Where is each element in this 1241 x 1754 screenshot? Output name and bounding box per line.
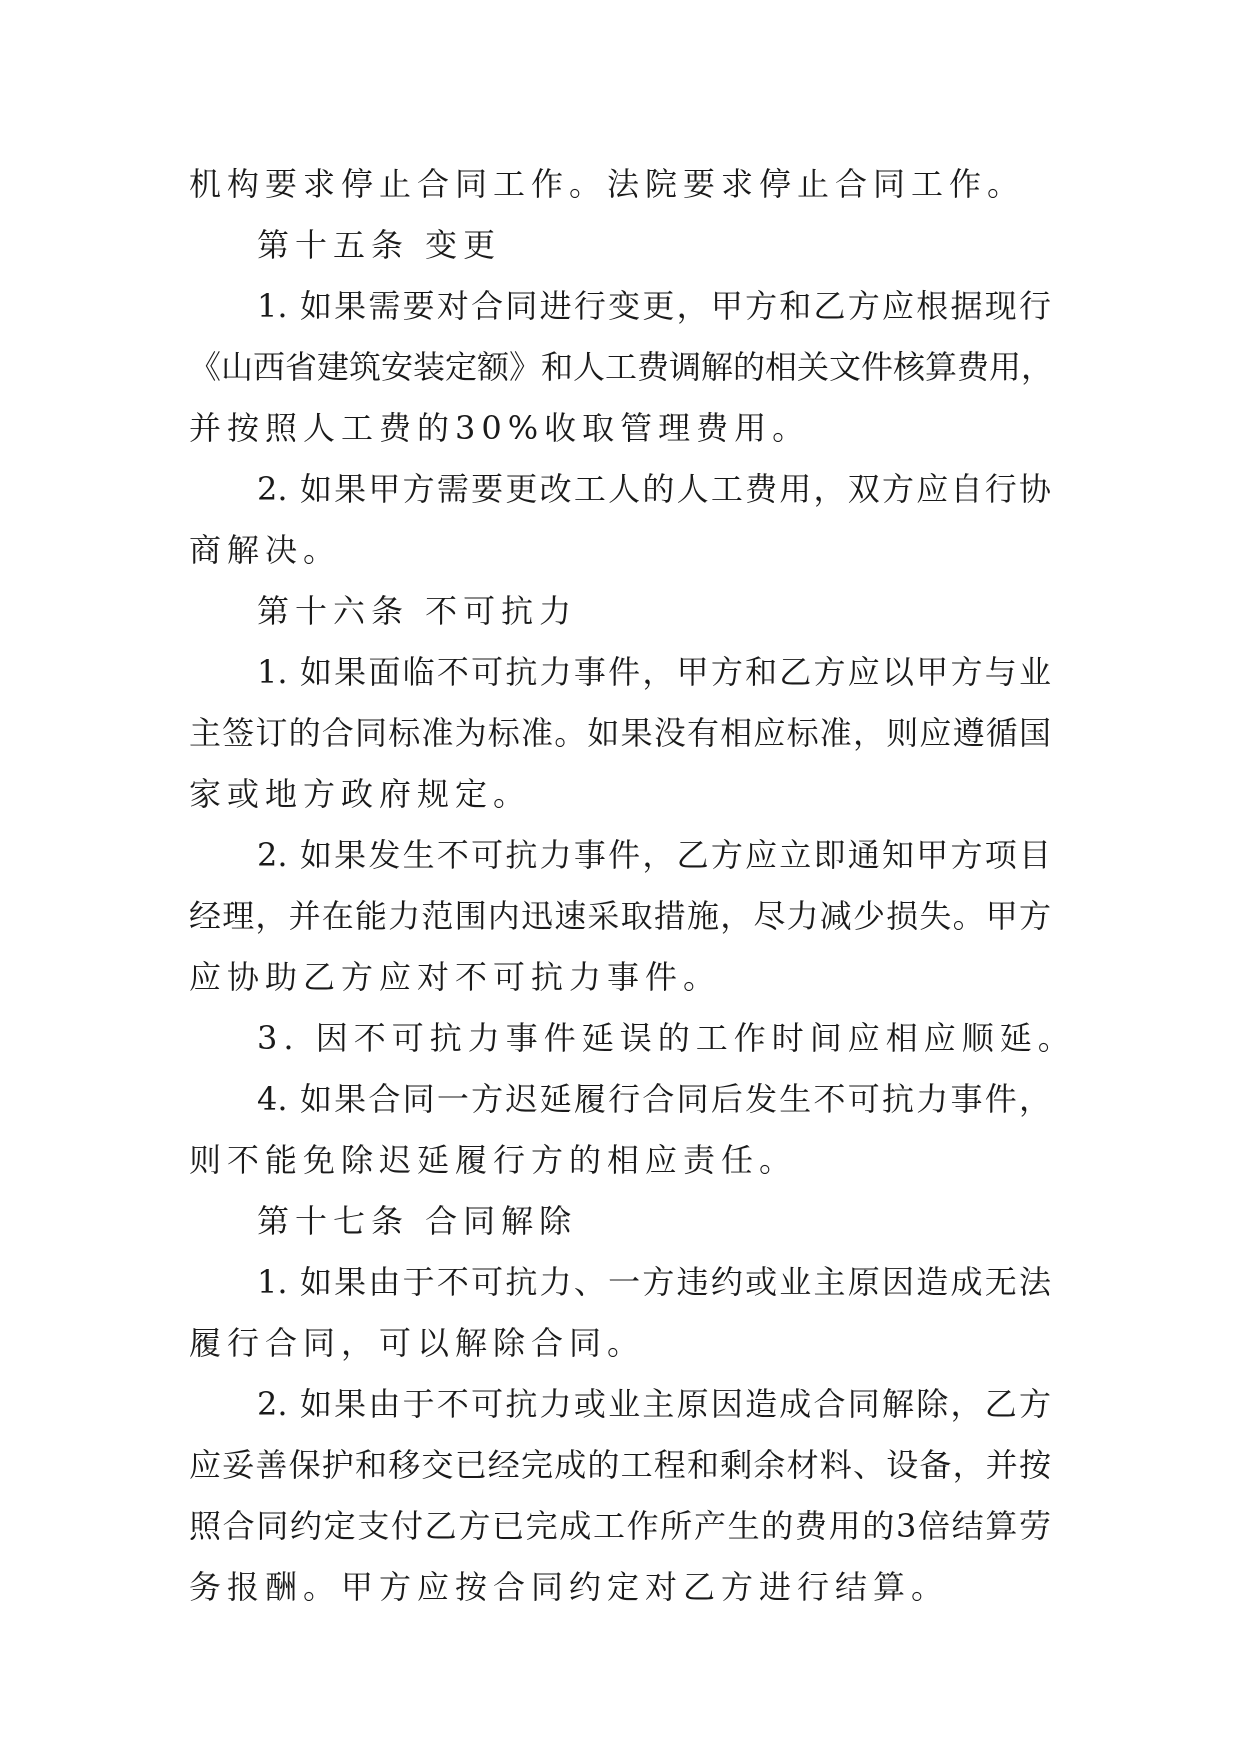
paragraph-line: 务报酬。甲方应按合同约定对乙方进行结算。 bbox=[189, 1568, 950, 1606]
paragraph-line: 1. 如果需要对合同进行变更，甲方和乙方应根据现行 bbox=[257, 287, 1051, 325]
article-heading: 第十五条 变更 bbox=[257, 226, 502, 264]
paragraph-line: 应协助乙方应对不可抗力事件。 bbox=[189, 958, 722, 996]
paragraph-line: 家或地方政府规定。 bbox=[189, 775, 532, 813]
paragraph-line: 1. 如果由于不可抗力、一方违约或业主原因造成无法 bbox=[257, 1263, 1051, 1301]
paragraph-line: 并按照人工费的30%收取管理费用。 bbox=[189, 409, 811, 447]
paragraph-line: 3. 因不可抗力事件延误的工作时间应相应顺延。 bbox=[257, 1019, 1076, 1057]
paragraph-line: 经理，并在能力范围内迅速采取措施，尽力减少损失。甲方 bbox=[189, 897, 1051, 935]
paragraph-line: 2. 如果由于不可抗力或业主原因造成合同解除，乙方 bbox=[257, 1385, 1051, 1423]
paragraph-line: 机构要求停止合同工作。法院要求停止合同工作。 bbox=[189, 165, 1026, 203]
paragraph-line: 《山西省建筑安装定额》和人工费调解的相关文件核算费用， bbox=[189, 348, 1054, 386]
paragraph-line: 履行合同，可以解除合同。 bbox=[189, 1324, 646, 1362]
article-heading: 第十六条 不可抗力 bbox=[257, 592, 578, 630]
paragraph-line: 主签订的合同标准为标准。如果没有相应标准，则应遵循国 bbox=[189, 714, 1051, 752]
paragraph-line: 则不能免除迟延履行方的相应责任。 bbox=[189, 1141, 798, 1179]
paragraph-line: 应妥善保护和移交已经完成的工程和剩余材料、设备，并按 bbox=[189, 1446, 1051, 1484]
paragraph-line: 1. 如果面临不可抗力事件，甲方和乙方应以甲方与业 bbox=[257, 653, 1051, 691]
paragraph-line: 4. 如果合同一方迟延履行合同后发生不可抗力事件， bbox=[257, 1080, 1051, 1118]
paragraph-line: 2. 如果发生不可抗力事件，乙方应立即通知甲方项目 bbox=[257, 836, 1051, 874]
paragraph-line: 2. 如果甲方需要更改工人的人工费用，双方应自行协 bbox=[257, 470, 1051, 508]
paragraph-line: 照合同约定支付乙方已完成工作所产生的费用的3倍结算劳 bbox=[189, 1507, 1051, 1545]
paragraph-line: 商解决。 bbox=[189, 531, 342, 569]
document-page bbox=[189, 154, 1076, 1618]
article-heading: 第十七条 合同解除 bbox=[257, 1202, 578, 1240]
